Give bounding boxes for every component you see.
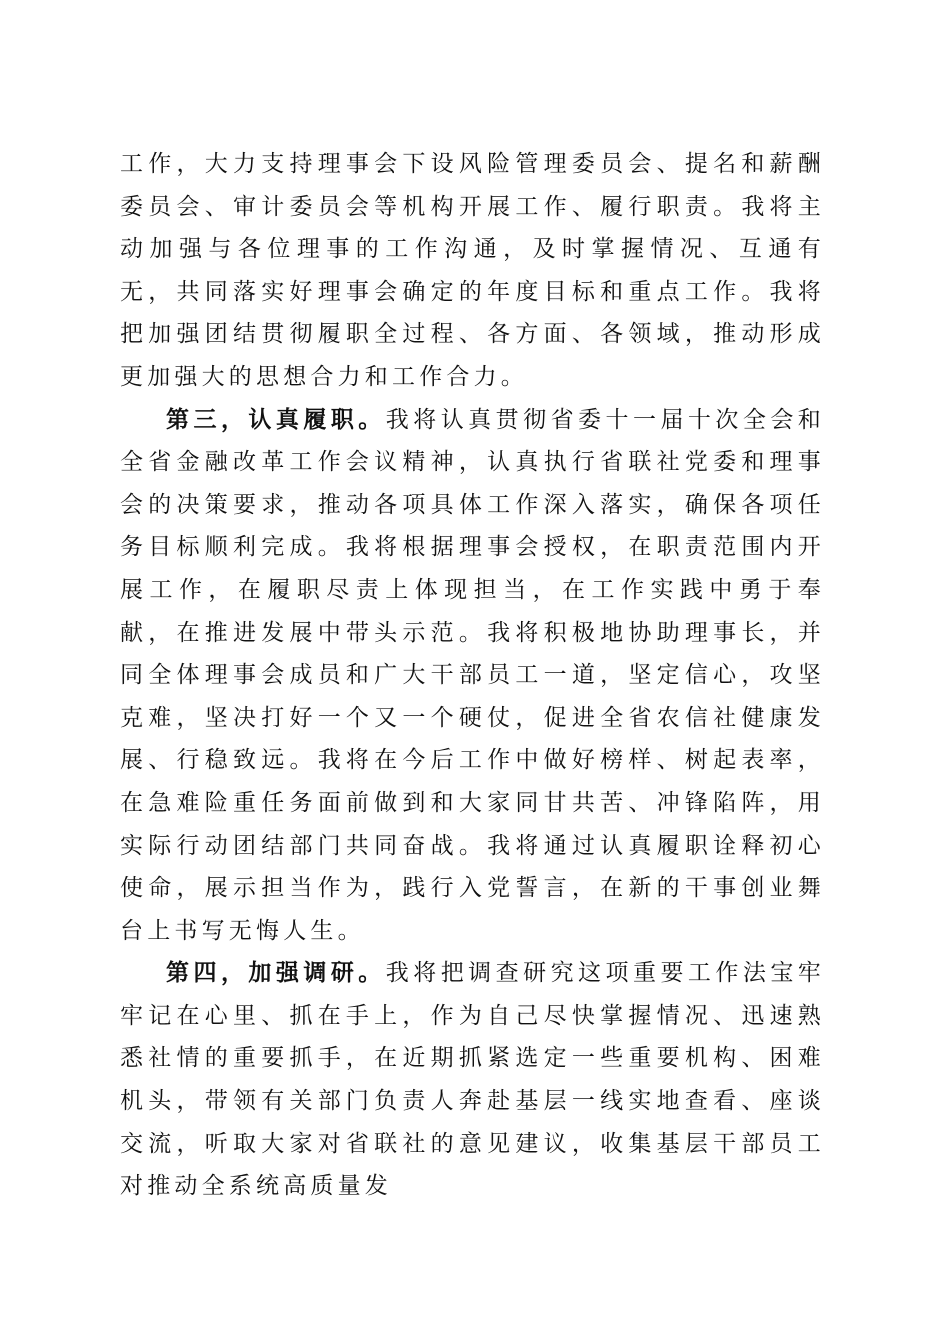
paragraph-2-text: 我将认真贯彻省委十一届十次全会和全省金融改革工作会议精神，认真执行省联社党委和理事会的决策要求，推动各项具体工作深入落实，确保各项任务目标顺利完成。我将根据理事会授权，在职责范围内开展工作，在履职尽责上体现担当，在工作实践中勇于奉献，在推进发展中带头示范。我将积极地协助理事长，并同全体理事会成员和广大干部员工一道，坚定信心，攻坚克难，坚决打好一个又一个硬仗，促进全省农信社健康发展、行稳致远。我将在今后工作中做好榜样、树起表率，在急难险重任务面前做到和大家同甘共苦、冲锋陷阵，用实际行动团结部门共同奋战。我将通过认真履职诠释初心使命，展示担当作为，践行入党誓言，在新的干事创业舞台上书写无悔人生。 — [120, 406, 826, 944]
paragraph-3 — [120, 952, 825, 1208]
paragraph-3-heading: 第四，加强调研。 — [166, 959, 386, 987]
paragraph-2 — [120, 399, 825, 953]
paragraph-3-text: 我将把调查研究这项重要工作法宝牢牢记在心里、抓在手上，作为自己尽快掌握情况、迅速熟悉社情的重要抓手，在近期抓紧选定一些重要机构、困难机头，带领有关部门负责人奔赴基层一线实地查看、座谈交流，听取大家对省联社的意见建议，收集基层干部员工对推动全系统高质量发 — [120, 960, 826, 1200]
paragraph-1-text: 工作，大力支持理事会下设风险管理委员会、提名和薪酬委员会、审计委员会等机构开展工作、履行职责。我将主动加强与各位理事的工作沟通，及时掌握情况、互通有无，共同落实好理事会确定的年度目标和重点工作。我将把加强团结贯彻履职全过程、各方面、各领域，推动形成更加强大的思想合力和工作合力。 — [120, 151, 825, 390]
paragraph-1 — [120, 143, 825, 399]
paragraph-2-heading: 第三，认真履职。 — [166, 405, 386, 433]
document-body — [120, 143, 825, 1208]
